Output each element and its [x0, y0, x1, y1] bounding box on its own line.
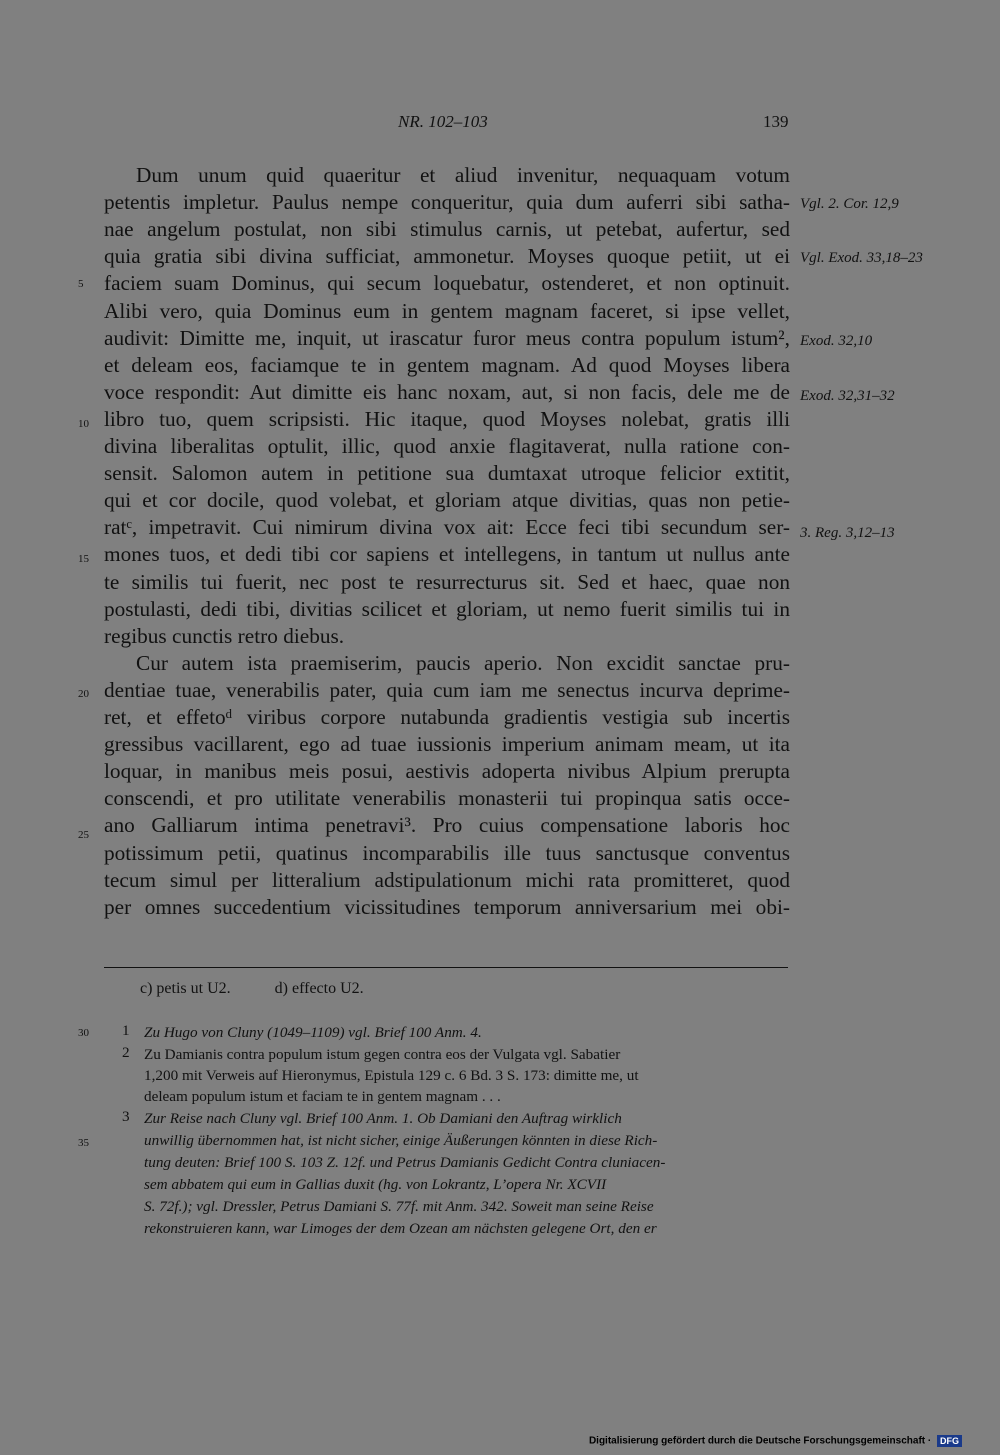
running-head — [0, 112, 1000, 136]
body-line: regibus cunctis retro diebus. — [104, 623, 345, 648]
footnote-3-line-3: tung deuten: Brief 100 S. 103 Z. 12f. und Petrus Damianis Gedicht Contra cluniacen- — [144, 1154, 666, 1171]
margin-ref-3: Exod. 32,10 — [800, 333, 873, 349]
body-line: et deleam eos, faciamque te in gentem magnam. Ad quod Moyses libera — [104, 352, 790, 377]
body-line: Alibi vero, quia Dominus eum in gentem magnam faceret, si ipse vellet, — [104, 298, 790, 323]
body-line: petentis impletur. Paulus nempe conqueritur, quia dum auferri sibi satha- — [104, 190, 790, 215]
footnote-2-number: 2 — [122, 1044, 130, 1061]
body-line: sensit. Salomon autem in petitione sua dumtaxat utroque felicior extitit, — [104, 461, 790, 486]
body-line: nae angelum postulat, non sibi stimulus carnis, ut petebat, aufertur, sed — [104, 217, 790, 242]
line-number-25: 25 — [78, 829, 89, 841]
margin-ref-1: Vgl. 2. Cor. 12,9 — [800, 196, 899, 212]
line-number-20: 20 — [78, 688, 89, 700]
footnote-2-line-2: 1,200 mit Verweis auf Hieronymus, Epistula 129 c. 6 Bd. 3 S. 173: dimitte me, ut — [144, 1067, 639, 1084]
body-line: ret, et effetoᵈ viribus corpore nutabunda gradientis vestigia sub incertis — [104, 705, 790, 729]
page-number: 139 — [763, 112, 789, 131]
apparatus — [140, 980, 364, 998]
footnote-3-line-1: Zur Reise nach Cluny vgl. Brief 100 Anm. 1. Ob Damiani den Auftrag wirklich — [144, 1110, 622, 1127]
body-line: te similis tui fuerit, nec post te resurrecturus sit. Sed et haec, quae non — [104, 569, 790, 594]
dfg-logo: DFG — [937, 1435, 962, 1447]
body-line: potissimum petii, quatinus incomparabilis ille tuus sanctusque conventus — [104, 840, 790, 865]
footnote-3-line-4: sem abbatem qui eum in Gallias duxit (hg. von Lokrantz, L’opera Nr. XCVII — [144, 1176, 607, 1193]
body-line: ano Galliarum intima penetravi³. Pro cuius compensatione laboris hoc — [104, 813, 790, 838]
body-line: per omnes succedentium vicissitudines temporum anniversarium mei obi- — [104, 894, 790, 919]
body-line: ratᶜ, impetravit. Cui nimirum divina vox ait: Ecce feci tibi secundum ser- — [104, 515, 790, 540]
body-line: conscendi, et pro utilitate venerabilis monasterii tui propinqua satis occe- — [104, 786, 790, 811]
footnote-line-number-30: 30 — [78, 1027, 89, 1039]
line-number-10: 10 — [78, 418, 89, 430]
margin-ref-2: Vgl. Exod. 33,18–23 — [800, 250, 923, 266]
body-line: libro tuo, quem scripsisti. Hic itaque, quod Moyses nolebat, gratis illi — [104, 406, 790, 431]
line-number-5: 5 — [78, 278, 84, 290]
margin-ref-4: Exod. 32,31–32 — [800, 388, 895, 404]
body-line: voce respondit: Aut dimitte eis hanc noxam, aut, si non facis, dele me de — [104, 379, 790, 404]
body-line: qui et cor docile, quod volebat, et gloriam atque divitias, quas non petie- — [104, 488, 790, 513]
body-line: quia gratia sibi divina sufficiat, ammonetur. Moyses quoque petiit, ut ei — [104, 244, 790, 269]
body-line: Cur autem ista praemiserim, paucis aperio. Non excidit sanctae pru- — [136, 650, 790, 675]
footnote-3-line-6: rekonstruieren kann, war Limoges der dem Ozean am nächsten gelegene Ort, den er — [144, 1220, 657, 1237]
apparatus-note-c: c) petis ut U2. — [140, 980, 231, 997]
credit-text: Digitalisierung gefördert durch die Deutsche Forschungsgemeinschaft · — [588, 1435, 932, 1447]
body-line: postulasti, dedi tibi, divitias scilicet et gloriam, ut nemo fuerit similis tui in — [104, 596, 790, 621]
body-line: dentiae tuae, venerabilis pater, quia cum iam me senectus incurva deprime- — [104, 677, 790, 702]
footnote-2-line-1: Zu Damianis contra populum istum gegen contra eos der Vulgata vgl. Sabatier — [144, 1046, 621, 1063]
body-line: mones tuos, et dedi tibi cor sapiens et intellegens, in tantum ut nullus ante — [104, 542, 790, 567]
margin-ref-5: 3. Reg. 3,12–13 — [800, 525, 895, 541]
body-line: loquar, in manibus meis posui, aestivis adoperta nivibus Alpium prerupta — [104, 759, 790, 784]
footnote-1-number: 1 — [122, 1022, 130, 1039]
body-line: gressibus vacillarent, ego ad tuae iussionis imperium animam meam, ut ita — [104, 732, 790, 757]
body-line: tecum simul per litteralium adstipulationum michi rata promitteret, quod — [104, 867, 790, 892]
footnote-1-line-1: Zu Hugo von Cluny (1049–1109) vgl. Brief 100 Anm. 4. — [144, 1024, 482, 1041]
body-line: divina liberalitas optulit, illic, quod anxie flagitaverat, nulla ratione con- — [104, 434, 790, 458]
running-title: NR. 102–103 — [398, 112, 488, 131]
footnote-line-number-35: 35 — [78, 1137, 89, 1149]
digitization-credit — [589, 1435, 962, 1447]
footnote-3-number: 3 — [122, 1108, 130, 1125]
footnote-3-line-2: unwillig übernommen hat, ist nicht sicher, einige Äußerungen könnten in diese Rich- — [144, 1132, 658, 1149]
footnote-rule — [104, 967, 788, 968]
line-number-15: 15 — [78, 553, 89, 565]
body-line: faciem suam Dominus, qui secum loquebatur, ostenderet, et non optinuit. — [104, 271, 790, 296]
footnote-3-line-5: S. 72f.); vgl. Dressler, Petrus Damiani S. 77f. mit Anm. 342. Soweit man seine Reise — [144, 1198, 654, 1215]
body-line: audivit: Dimitte me, inquit, ut irascatur furor meus contra populum istum², — [104, 325, 790, 350]
body-line: Dum unum quid quaeritur et aliud invenitur, nequaquam votum — [136, 163, 790, 187]
footnote-2-line-3: deleam populum istum et faciam te in gentem magnam . . . — [144, 1088, 501, 1105]
apparatus-note-d: d) effecto U2. — [274, 980, 364, 997]
